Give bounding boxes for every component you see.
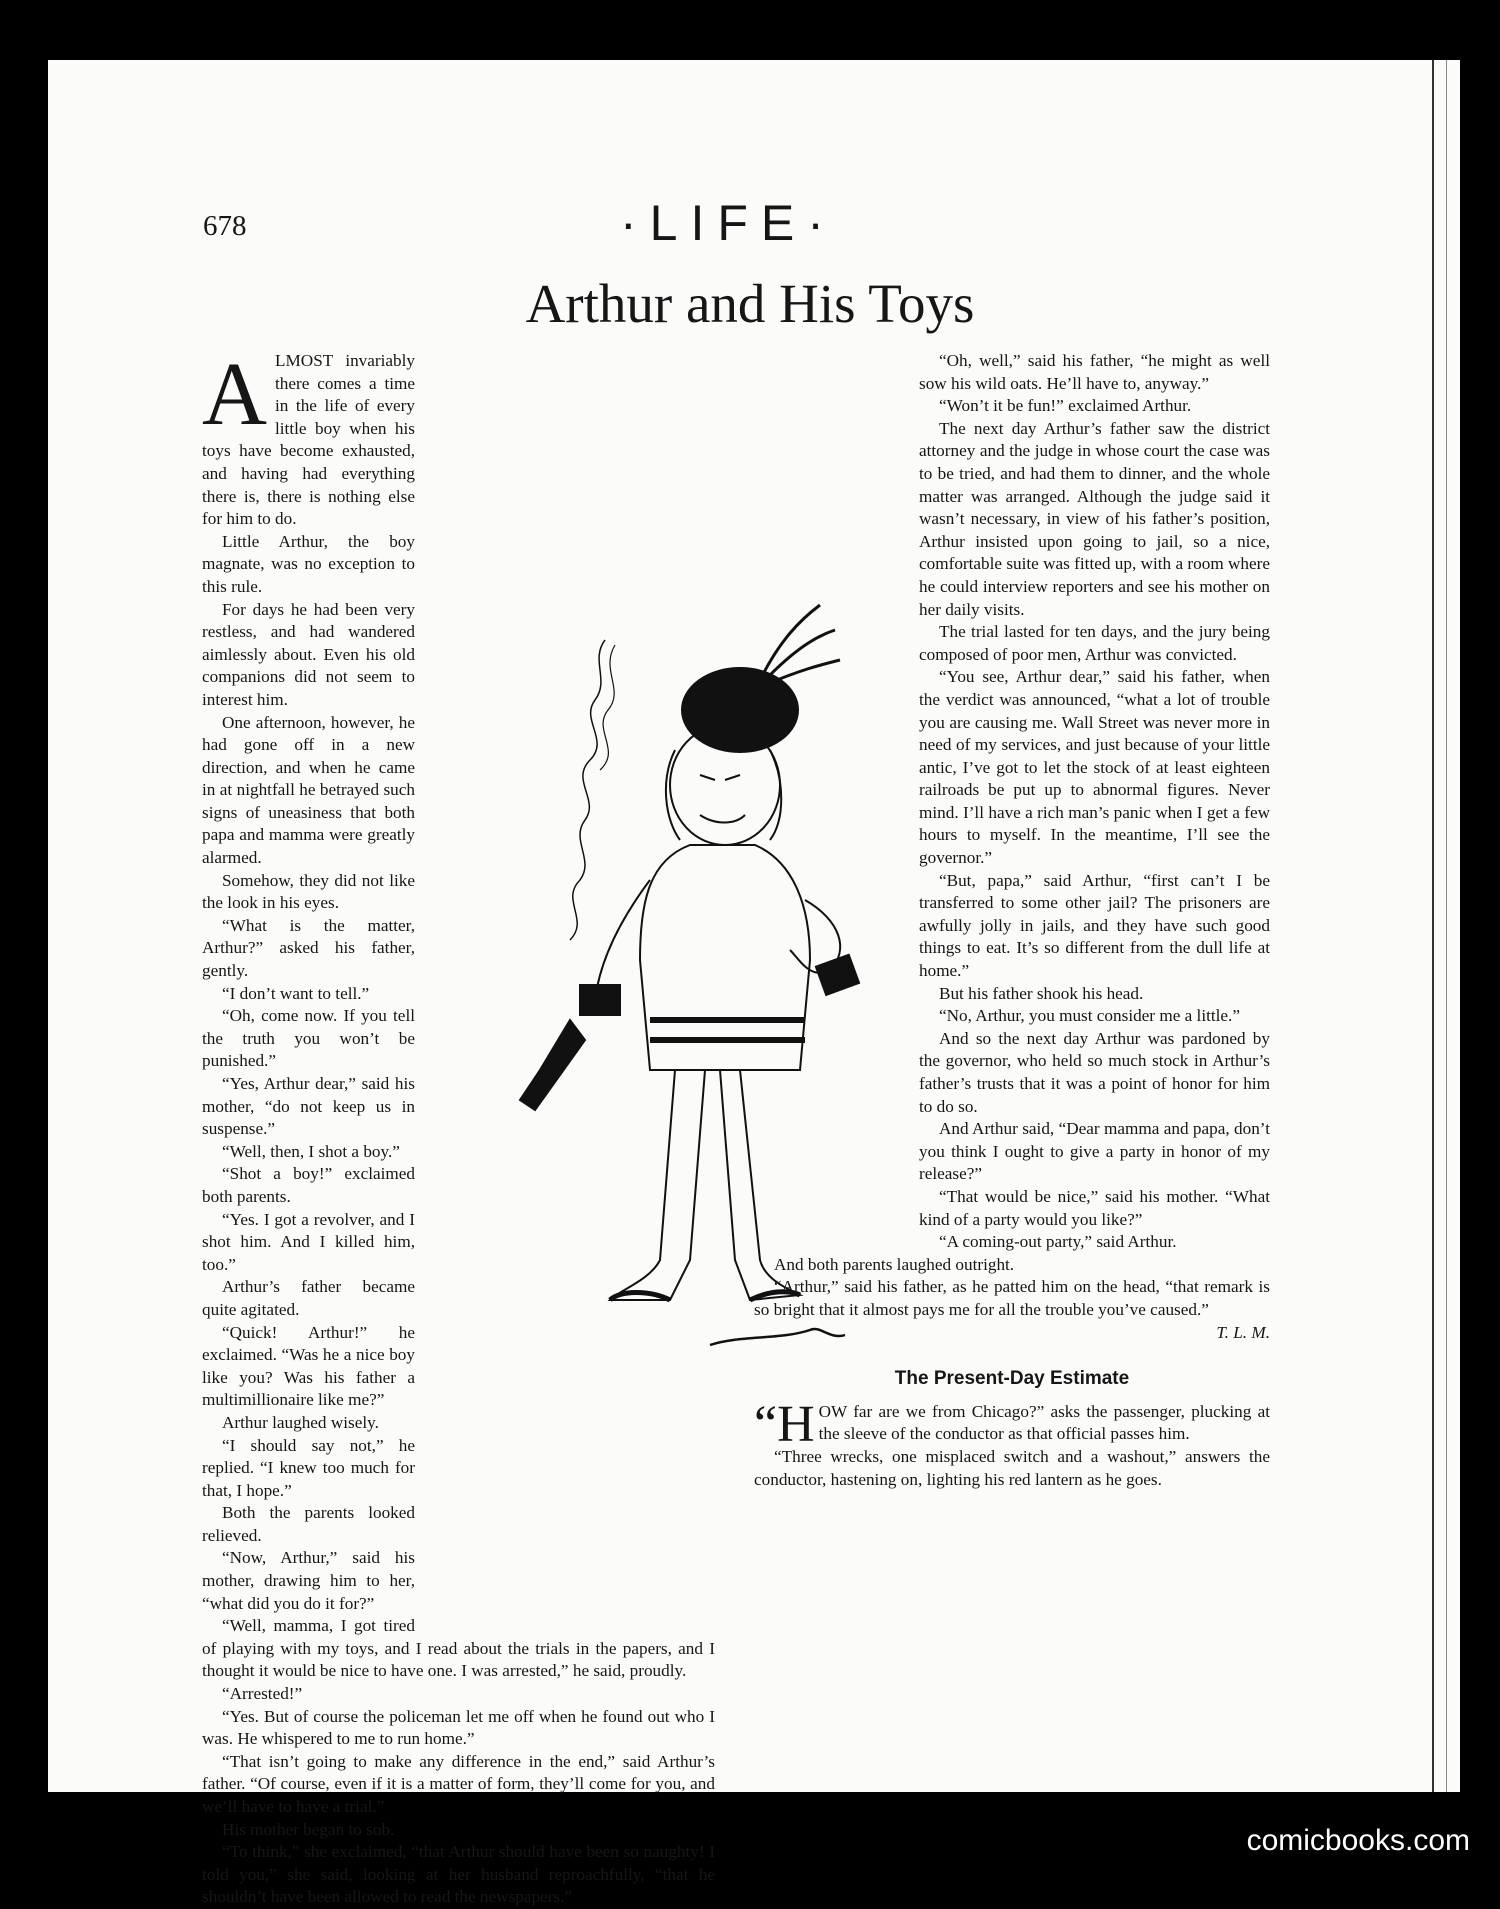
masthead: ·LIFE·	[620, 195, 837, 251]
watermark: comicbooks.com	[1246, 1824, 1470, 1857]
page-number: 678	[203, 210, 247, 242]
section-heading: The Present-Day Estimate	[894, 1368, 1130, 1390]
paragraph: The trial lasted for ten days, and the jury being composed of poor men, Arthur was convicted.	[919, 622, 1270, 664]
paragraph: “I should say not,” he replied. “I knew too much for that, I hope.”	[202, 1435, 415, 1500]
paragraph: “A coming-out party,” said Arthur.	[939, 1232, 1177, 1252]
paragraph: “That isn’t going to make any difference in the end,” said Arthur’s father. “Of course, even if it is a matter of form, they’ll come for you, and we’ll have to have a trial.”	[202, 1751, 715, 1816]
paragraph: “Now, Arthur,” said his mother, drawing him to her, “what did you do it for?”	[202, 1548, 415, 1613]
paragraph: LMOST invariably there comes a time in the life of every little boy when his toys have become exhausted, and having had everything there is, there is nothing else for him to do.	[202, 351, 415, 529]
paragraph: Arthur laughed wisely.	[222, 1412, 379, 1432]
paragraph: “To think,” she exclaimed, “that Arthur should have been so naughty! I told you,” she said, looking at her husband reproachfully, “that he shouldn’t have been allowed to read the newspapers.”	[202, 1842, 715, 1907]
paragraph: “Well, then, I shot a boy.”	[222, 1141, 400, 1161]
paragraph: Both the parents looked relieved.	[202, 1503, 415, 1545]
paragraph: “You see, Arthur dear,” said his father, when the verdict was announced, “what a lot of trouble you are causing me. Wall Street was never more in need of my services, and just because of your little antic, I’ve got to let the stock of at least eighteen railroads be put up to abnormal figures. Never mind. I’ll have a rich man’s panic when I get a few hours to myself. In the meantime, I’ll see the governor.”	[919, 667, 1270, 868]
paragraph: And so the next day Arthur was pardoned by the governor, who held so much stock in Arthur’s father’s trusts that it was a point of honor for him to do so.	[919, 1028, 1270, 1116]
paragraph: “Yes. But of course the policeman let me off when he found out who I was. He whispered to me to run home.”	[202, 1706, 715, 1749]
paragraph: “Shot a boy!” exclaimed both parents.	[202, 1164, 415, 1206]
paragraph: “What is the matter, Arthur?” asked his father, gently.	[202, 915, 415, 981]
paragraph: “Arthur,” said his father, as he patted him on the head, “that remark is so bright that it almost pays me for all the trouble you’ve caused.”	[754, 1277, 1270, 1319]
paragraph: “Won’t it be fun!” exclaimed Arthur.	[939, 396, 1192, 416]
paragraph: But his father shook his head.	[939, 983, 1144, 1003]
paragraph: “Quick! Arthur!” he exclaimed. “Was he a nice boy like you? Was his father a multimillionaire like me?”	[202, 1322, 415, 1410]
paragraph: “But, papa,” said Arthur, “first can’t I be transferred to some other jail? The prisoners are awfully jolly in jails, and they have such good things to eat. It’s so different from the dull life at home.”	[919, 870, 1270, 981]
article-title: Arthur and His Toys	[525, 273, 975, 334]
paragraph: “That would be nice,” said his mother. “What kind of a party would you like?”	[919, 1186, 1270, 1229]
paragraph: And both parents laughed outright.	[774, 1254, 1015, 1274]
author-initials: T. L. M.	[1216, 1322, 1270, 1342]
paragraph: One afternoon, however, he had gone off in a new direction, and when he came in at nightfall he betrayed such signs of uneasiness that both papa and mamma were greatly alarmed.	[202, 712, 415, 868]
paragraph: “Yes, Arthur dear,” said his mother, “do not keep us in suspense.”	[202, 1074, 415, 1139]
paragraph: “Well, mamma, I got tired of playing with my toys, and I read about the trials in the papers, and I thought it would be nice to have one. I was arrested,” he said, proudly.	[202, 1616, 715, 1681]
paragraph: His mother began to sob.	[222, 1819, 395, 1839]
paragraph: “I don’t want to tell.”	[222, 983, 370, 1003]
paragraph: “No, Arthur, you must consider me a little.”	[939, 1006, 1240, 1026]
paragraph: “Three wrecks, one misplaced switch and a washout,” answers the conductor, hastening on, lighting his red lantern as he goes.	[754, 1446, 1270, 1489]
paragraph: Somehow, they did not like the look in his eyes.	[202, 870, 415, 913]
paragraph: OW far are we from Chicago?” asks the passenger, plucking at the sleeve of the conductor as that official passes him.	[818, 1401, 1270, 1444]
paragraph: Arthur’s father became quite agitated.	[202, 1277, 415, 1319]
paragraph: “Yes. I got a revolver, and I shot him. And I killed him, too.”	[202, 1209, 415, 1274]
drop-cap-h: “H	[754, 1395, 815, 1453]
paragraph: “Arrested!”	[222, 1684, 303, 1704]
paragraph: The next day Arthur’s father saw the district attorney and the judge in whose court the case was to be tried, and had them to dinner, and the whole matter was arranged. Although the judge said it wasn’t necessary, in view of his father’s position, Arthur insisted upon going to jail, so a nice, comfortable suite was fitted up, with a room where he could interview reporters and see his mother on her daily visits.	[919, 418, 1270, 619]
paragraph: “Oh, well,” said his father, “he might as well sow his wild oats. He’ll have to, anyway.”	[919, 351, 1270, 393]
illustration-boy-with-revolver	[500, 600, 1000, 1360]
paragraph: And Arthur said, “Dear mamma and papa, don’t you think I ought to give a party in honor of my release?”	[919, 1119, 1270, 1184]
paragraph: “Oh, come now. If you tell the truth you won’t be punished.”	[202, 1006, 415, 1071]
paragraph: For days he had been very restless, and had wandered aimlessly about. Even his old companions did not seem to interest him.	[202, 599, 415, 709]
paragraph: Little Arthur, the boy magnate, was no exception to this rule.	[202, 531, 415, 596]
drop-cap-a: A	[202, 345, 267, 444]
